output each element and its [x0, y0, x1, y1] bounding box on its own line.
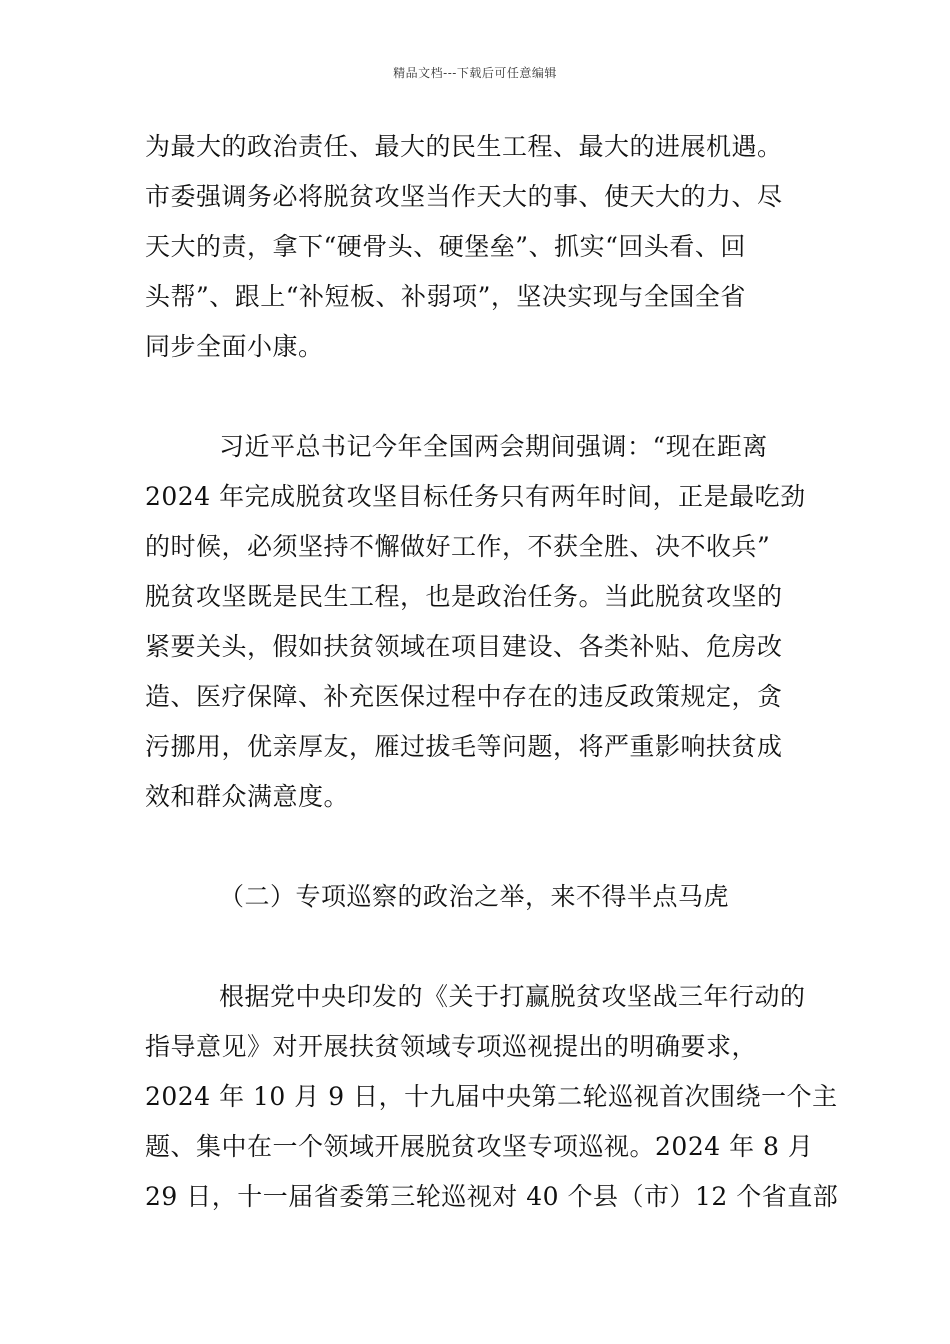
text-line: 污挪用，优亲厚友，雁过拔毛等问题，将严重影响扶贫成: [145, 732, 783, 761]
document-body: [145, 122, 839, 1222]
text-line: 指导意见》对开展扶贫领域专项巡视提出的明确要求，: [145, 1032, 758, 1061]
text-line: 习近平总书记今年全国两会期间强调：“现在距离: [219, 432, 768, 461]
paragraph-2: [145, 422, 810, 822]
page-header: 精品文档---下载后可任意编辑: [393, 66, 557, 80]
paragraph-3: [145, 972, 839, 1222]
text-line: 市委强调务必将脱贫攻坚当作天大的事、使天大的力、尽: [145, 182, 783, 211]
text-line: 天大的责，拿下“硬骨头、硬堡垒”、抓实“回头看、回: [145, 232, 746, 261]
text-line: 效和群众满意度。: [145, 782, 350, 811]
text-line: 造、医疗保障、补充医保过程中存在的违反政策规定，贪: [145, 682, 783, 711]
text-line: 根据党中央印发的《关于打赢脱贫攻坚战三年行动的: [219, 982, 806, 1011]
paragraph-spacer: [145, 922, 810, 972]
text-line: 紧要关头，假如扶贫领域在项目建设、各类补贴、危房改: [145, 632, 783, 661]
text-line: 题、集中在一个领域开展脱贫攻坚专项巡视。2024 年 8 月: [145, 1132, 814, 1161]
text-line: 同步全面小康。: [145, 332, 324, 361]
text-line: 为最大的政治责任、最大的民生工程、最大的进展机遇。: [145, 132, 783, 161]
paragraph-1: [145, 122, 810, 372]
text-line: 2024 年 10 月 9 日，十九届中央第二轮巡视首次围绕一个主: [145, 1082, 838, 1111]
text-line: 脱贫攻坚既是民生工程，也是政治任务。当此脱贫攻坚的: [145, 582, 783, 611]
paragraph-spacer: [145, 372, 810, 422]
section-heading: [145, 872, 810, 922]
text-line: 的时候，必须坚持不懈做好工作，不获全胜、决不收兵”: [145, 532, 771, 561]
section-heading-text: （二）专项巡察的政治之举，来不得半点马虎: [219, 882, 730, 911]
text-line: 2024 年完成脱贫攻坚目标任务只有两年时间，正是最吃劲: [145, 482, 806, 511]
paragraph-spacer: [145, 822, 810, 872]
text-line: 头帮”、跟上“补短板、补弱项”，坚决实现与全国全省: [145, 282, 746, 311]
text-line: 29 日，十一届省委第三轮巡视对 40 个县（市）12 个省直部: [145, 1182, 839, 1211]
